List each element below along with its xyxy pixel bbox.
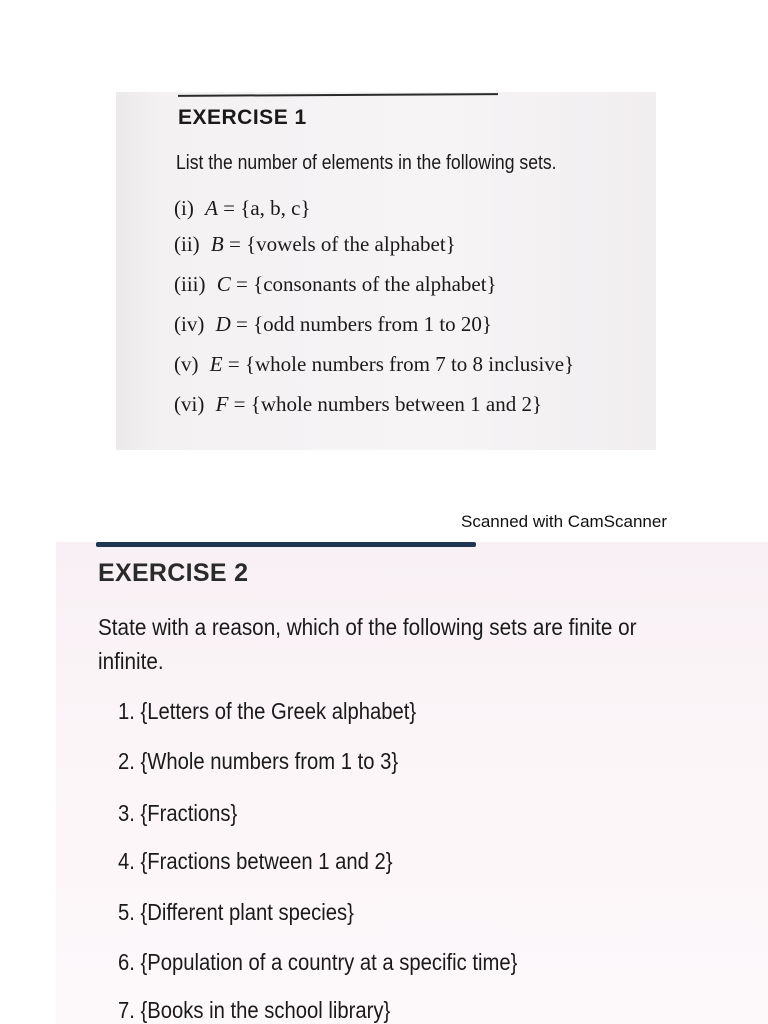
exercise2-item: 4. {Fractions between 1 and 2}	[118, 848, 393, 874]
exercise1-item	[174, 312, 492, 337]
item-label: (v)	[174, 352, 199, 376]
camscanner-caption: Scanned with CamScanner	[461, 512, 668, 531]
item-label: (iv)	[174, 312, 205, 336]
exercise1-top-rule	[178, 93, 498, 97]
set-definition: = {odd numbers from 1 to 20}	[236, 312, 492, 336]
item-label: (ii)	[174, 232, 200, 256]
set-variable: D	[215, 312, 231, 336]
item-label: (i)	[174, 196, 194, 220]
exercise1-item	[174, 196, 311, 221]
set-variable: B	[210, 232, 224, 256]
exercise1-scan	[116, 92, 656, 450]
exercise1-item	[174, 272, 497, 297]
set-variable: C	[216, 272, 231, 296]
exercise2-top-rule	[96, 542, 476, 547]
exercise2-item: 2. {Whole numbers from 1 to 3}	[118, 748, 399, 774]
exercise1-item	[174, 232, 456, 257]
set-definition: = {a, b, c}	[223, 196, 311, 220]
exercise2-item: 3. {Fractions}	[118, 800, 238, 826]
set-variable: A	[205, 196, 218, 220]
set-variable: E	[209, 352, 223, 376]
exercise2-instruction: State with a reason, which of the following sets are finite or infinite.	[98, 614, 637, 674]
exercise1-item	[174, 352, 574, 377]
exercise2-title: EXERCISE 2	[98, 559, 249, 587]
exercise2-item: 5. {Different plant species}	[118, 899, 354, 925]
exercise2-item: 1. {Letters of the Greek alphabet}	[118, 698, 417, 724]
item-label: (vi)	[174, 392, 205, 416]
exercise1-instruction: List the number of elements in the following sets.	[176, 152, 557, 174]
exercise2-item: 6. {Population of a country at a specific time}	[118, 949, 518, 975]
set-definition: = {whole numbers between 1 and 2}	[233, 392, 543, 416]
exercise1-title: EXERCISE 1	[178, 106, 307, 129]
set-definition: = {vowels of the alphabet}	[228, 232, 456, 256]
set-definition: = {whole numbers from 7 to 8 inclusive}	[227, 352, 575, 376]
item-label: (iii)	[174, 272, 206, 296]
exercise2-item: 7. {Books in the school library}	[118, 997, 391, 1023]
exercise1-item	[174, 392, 542, 417]
set-definition: = {consonants of the alphabet}	[236, 272, 497, 296]
set-variable: F	[215, 392, 229, 416]
exercise2-scan	[56, 542, 768, 1024]
